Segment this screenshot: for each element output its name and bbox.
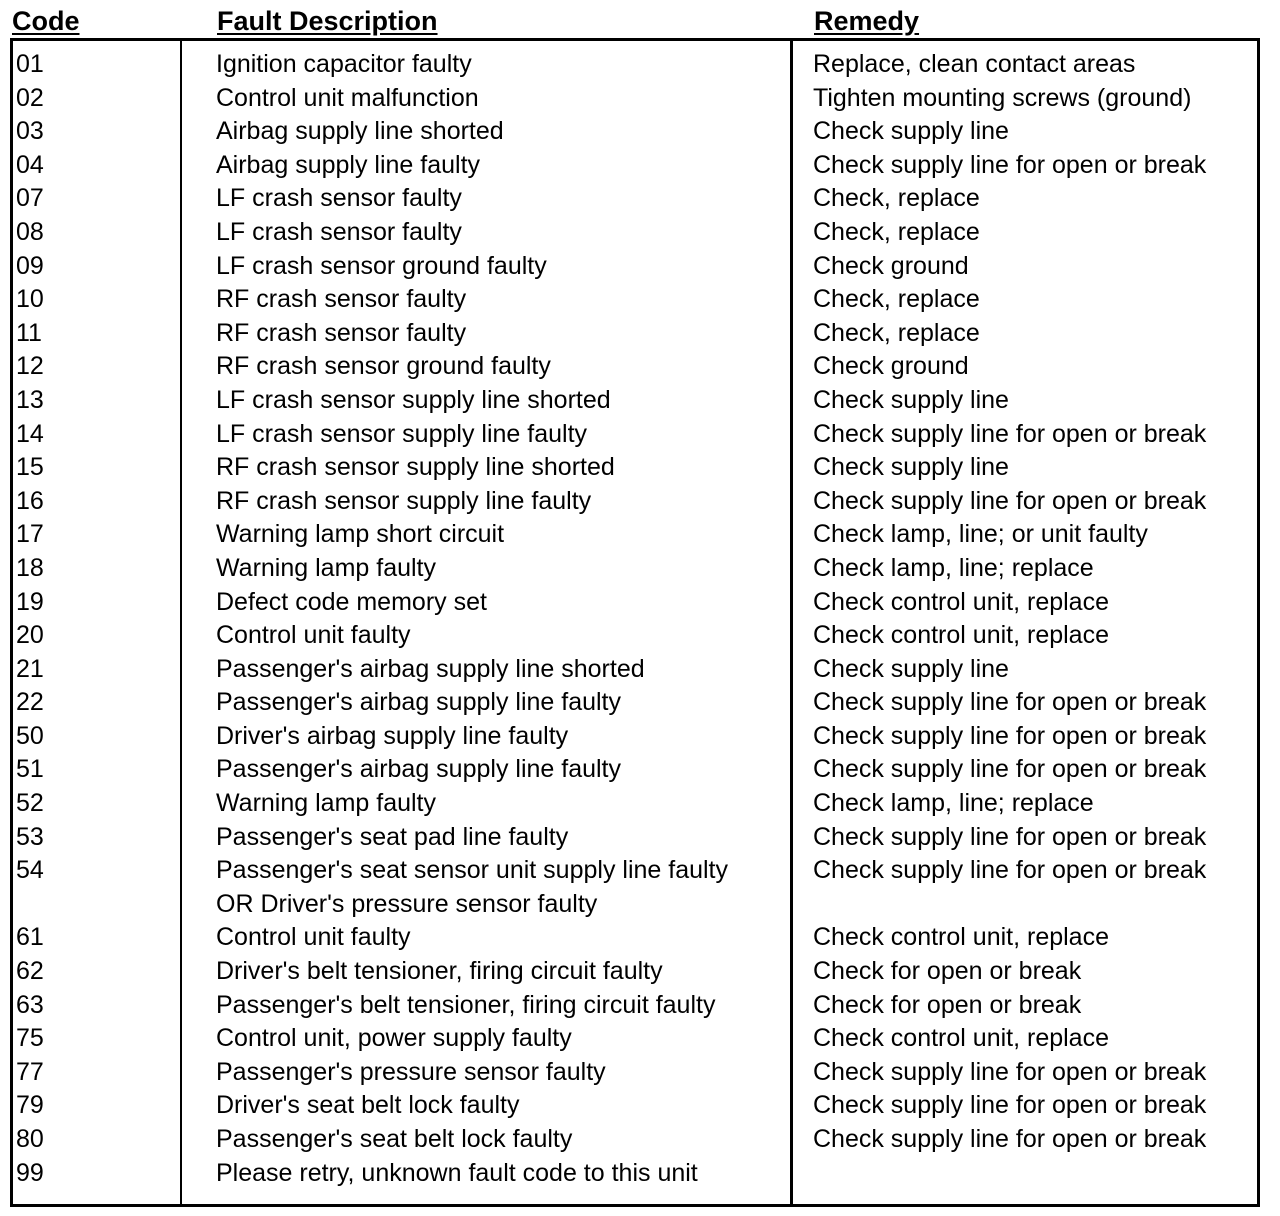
cell-code: 75	[16, 1024, 44, 1053]
table-body	[10, 38, 1260, 1207]
cell-remedy: Check lamp, line; replace	[813, 789, 1094, 818]
fault-description-line: Passenger's airbag supply line faulty	[216, 688, 622, 717]
table-row	[13, 821, 1257, 855]
cell-code: 11	[16, 318, 42, 347]
cell-code: 18	[16, 553, 44, 582]
header-remedy: Remedy	[814, 6, 920, 36]
table-row	[13, 720, 1257, 754]
cell-code: 63	[16, 990, 44, 1019]
cell-remedy: Check ground	[813, 251, 969, 280]
fault-description-line: Control unit malfunction	[216, 83, 479, 112]
cell-code: 21	[16, 654, 44, 683]
cell-fault-description	[216, 854, 728, 921]
cell-fault-description	[216, 82, 479, 116]
table-row	[13, 1022, 1257, 1056]
cell-fault-description	[216, 283, 466, 317]
cell-code: 14	[16, 419, 44, 448]
fault-description-line: LF crash sensor supply line shorted	[216, 385, 611, 414]
cell-remedy: Check control unit, replace	[813, 621, 1109, 650]
table-row	[13, 955, 1257, 989]
cell-fault-description	[216, 149, 480, 183]
fault-description-line: Driver's airbag supply line faulty	[216, 721, 569, 750]
cell-fault-description	[216, 753, 621, 787]
fault-description-line: Passenger's airbag supply line faulty	[216, 755, 622, 784]
cell-code: 62	[16, 957, 44, 986]
cell-remedy: Check control unit, replace	[813, 1024, 1109, 1053]
cell-fault-description	[216, 115, 504, 149]
table-row	[13, 1157, 1257, 1191]
table-row	[13, 48, 1257, 82]
cell-code: 54	[16, 856, 44, 885]
header-code: Code	[12, 6, 80, 36]
cell-fault-description	[216, 485, 591, 519]
cell-fault-description	[216, 518, 504, 552]
cell-code: 01	[16, 50, 44, 78]
fault-description-line: LF crash sensor faulty	[216, 217, 462, 246]
fault-description-line: Control unit, power supply faulty	[216, 1024, 572, 1053]
cell-remedy: Check for open or break	[813, 957, 1082, 986]
fault-description-line: Passenger's airbag supply line shorted	[216, 654, 645, 683]
cell-remedy: Check supply line for open or break	[813, 1125, 1207, 1153]
cell-remedy: Check lamp, line; replace	[813, 553, 1094, 582]
cell-remedy: Check lamp, line; or unit faulty	[813, 520, 1148, 549]
cell-remedy: Check, replace	[813, 184, 980, 213]
cell-fault-description	[216, 1056, 606, 1090]
table-row	[13, 451, 1257, 485]
table-row	[13, 518, 1257, 552]
table-row	[13, 552, 1257, 586]
fault-description-line: Passenger's belt tensioner, firing circuit faulty	[216, 990, 716, 1019]
cell-fault-description	[216, 1157, 698, 1191]
cell-fault-description	[216, 384, 611, 418]
fault-description-line: Airbag supply line faulty	[216, 150, 481, 179]
fault-description-line: Driver's seat belt lock faulty	[216, 1091, 520, 1120]
cell-fault-description	[216, 1089, 520, 1123]
table-row	[13, 653, 1257, 687]
table-row	[13, 1123, 1257, 1157]
table-row	[13, 317, 1257, 351]
table-row	[13, 350, 1257, 384]
cell-fault-description	[216, 955, 663, 989]
cell-fault-description	[216, 182, 462, 216]
cell-remedy: Check supply line for open or break	[813, 486, 1207, 515]
cell-remedy: Check, replace	[813, 285, 980, 314]
cell-code: 08	[16, 217, 44, 246]
table-row	[13, 115, 1257, 149]
table-row	[13, 149, 1257, 183]
cell-code: 09	[16, 251, 44, 280]
cell-remedy: Check supply line for open or break	[813, 755, 1207, 784]
cell-code: 61	[16, 923, 44, 952]
cell-code: 19	[16, 587, 44, 616]
table-row	[13, 250, 1257, 284]
table-row	[13, 216, 1257, 250]
fault-description-line: Ignition capacitor faulty	[216, 50, 472, 78]
table-header	[10, 4, 1260, 41]
cell-remedy: Tighten mounting screws (ground)	[813, 83, 1192, 112]
cell-remedy: Check supply line for open or break	[813, 1057, 1207, 1086]
fault-description-line: Warning lamp faulty	[216, 553, 436, 582]
cell-code: 12	[16, 352, 44, 381]
cell-fault-description	[216, 1123, 572, 1157]
cell-code: 07	[16, 184, 44, 213]
cell-remedy: Check for open or break	[813, 990, 1082, 1019]
cell-fault-description	[216, 720, 568, 754]
cell-remedy: Check supply line for open or break	[813, 150, 1207, 179]
cell-code: 17	[16, 520, 44, 549]
fault-description-line: RF crash sensor supply line shorted	[216, 453, 615, 482]
cell-code: 22	[16, 688, 44, 717]
table-row	[13, 586, 1257, 620]
fault-description-line: Defect code memory set	[216, 587, 487, 616]
cell-fault-description	[216, 317, 466, 351]
fault-description-line: RF crash sensor supply line faulty	[216, 486, 592, 515]
cell-code: 13	[16, 385, 44, 414]
cell-remedy: Check supply line for open or break	[813, 721, 1207, 750]
cell-fault-description	[216, 653, 645, 687]
cell-code: 77	[16, 1057, 44, 1086]
cell-code: 52	[16, 789, 44, 818]
cell-code: 20	[16, 621, 44, 650]
cell-code: 99	[16, 1158, 44, 1187]
fault-description-line: RF crash sensor faulty	[216, 318, 467, 347]
cell-remedy: Check supply line	[813, 654, 1009, 683]
fault-description-line-2: OR Driver's pressure sensor faulty	[216, 889, 598, 918]
table-row	[13, 921, 1257, 955]
cell-remedy: Check supply line for open or break	[813, 822, 1207, 851]
fault-description-line: Passenger's seat sensor unit supply line faulty	[216, 856, 728, 885]
table-row	[13, 1089, 1257, 1123]
fault-description-line: Passenger's pressure sensor faulty	[216, 1057, 606, 1086]
table-row	[13, 1056, 1257, 1090]
cell-remedy: Check supply line for open or break	[813, 688, 1207, 717]
table-row	[13, 283, 1257, 317]
table-row	[13, 854, 1257, 921]
fault-description-line: Passenger's seat belt lock faulty	[216, 1125, 573, 1153]
cell-code: 10	[16, 285, 44, 314]
table-row	[13, 82, 1257, 116]
fault-description-line: RF crash sensor faulty	[216, 285, 467, 314]
table-row	[13, 753, 1257, 787]
cell-fault-description	[216, 418, 587, 452]
cell-remedy: Check supply line	[813, 453, 1009, 482]
cell-code: 16	[16, 486, 44, 515]
cell-fault-description	[216, 552, 436, 586]
table-row	[13, 787, 1257, 821]
fault-code-table	[10, 4, 1260, 1204]
cell-code: 02	[16, 83, 44, 112]
cell-remedy: Check supply line for open or break	[813, 856, 1207, 885]
fault-description-line: Control unit faulty	[216, 923, 411, 952]
cell-remedy: Check supply line for open or break	[813, 1091, 1207, 1120]
table-row	[13, 182, 1257, 216]
table-row	[13, 989, 1257, 1023]
fault-description-line: Please retry, unknown fault code to this unit	[216, 1158, 698, 1187]
cell-code: 03	[16, 117, 44, 146]
cell-fault-description	[216, 1022, 572, 1056]
cell-code: 79	[16, 1091, 44, 1120]
cell-fault-description	[216, 921, 411, 955]
table-row	[13, 686, 1257, 720]
cell-code: 53	[16, 822, 44, 851]
fault-description-line: Control unit faulty	[216, 621, 411, 650]
cell-remedy: Replace, clean contact areas	[813, 50, 1136, 78]
cell-fault-description	[216, 250, 547, 284]
cell-code: 51	[16, 755, 44, 784]
table-rows	[13, 48, 1257, 1190]
cell-fault-description	[216, 586, 487, 620]
cell-remedy: Check supply line	[813, 117, 1009, 146]
table-row	[13, 485, 1257, 519]
fault-description-line: LF crash sensor faulty	[216, 184, 462, 213]
fault-description-line: LF crash sensor supply line faulty	[216, 419, 588, 448]
fault-description-line: Passenger's seat pad line faulty	[216, 822, 569, 851]
fault-description-line: Driver's belt tensioner, firing circuit faulty	[216, 957, 663, 986]
cell-remedy: Check, replace	[813, 318, 980, 347]
fault-description-line: Warning lamp faulty	[216, 789, 436, 818]
table-row	[13, 619, 1257, 653]
cell-fault-description	[216, 350, 551, 384]
cell-fault-description	[216, 787, 436, 821]
cell-code: 80	[16, 1125, 44, 1153]
cell-fault-description	[216, 451, 615, 485]
cell-remedy: Check supply line for open or break	[813, 419, 1207, 448]
cell-remedy: Check control unit, replace	[813, 923, 1109, 952]
fault-description-line: RF crash sensor ground faulty	[216, 352, 551, 381]
cell-remedy: Check, replace	[813, 217, 980, 246]
cell-code: 04	[16, 150, 44, 179]
fault-description-line: Warning lamp short circuit	[216, 520, 505, 549]
cell-code: 50	[16, 721, 44, 750]
table-row	[13, 418, 1257, 452]
header-fault-description: Fault Description	[217, 6, 438, 36]
cell-fault-description	[216, 989, 715, 1023]
cell-code: 15	[16, 453, 44, 482]
cell-remedy: Check control unit, replace	[813, 587, 1109, 616]
table-row	[13, 384, 1257, 418]
cell-fault-description	[216, 216, 462, 250]
cell-fault-description	[216, 686, 621, 720]
cell-remedy: Check supply line	[813, 385, 1009, 414]
fault-description-line: Airbag supply line shorted	[216, 117, 504, 146]
cell-remedy: Check ground	[813, 352, 969, 381]
cell-fault-description	[216, 48, 472, 82]
cell-fault-description	[216, 821, 568, 855]
cell-fault-description	[216, 619, 411, 653]
fault-description-line: LF crash sensor ground faulty	[216, 251, 547, 280]
